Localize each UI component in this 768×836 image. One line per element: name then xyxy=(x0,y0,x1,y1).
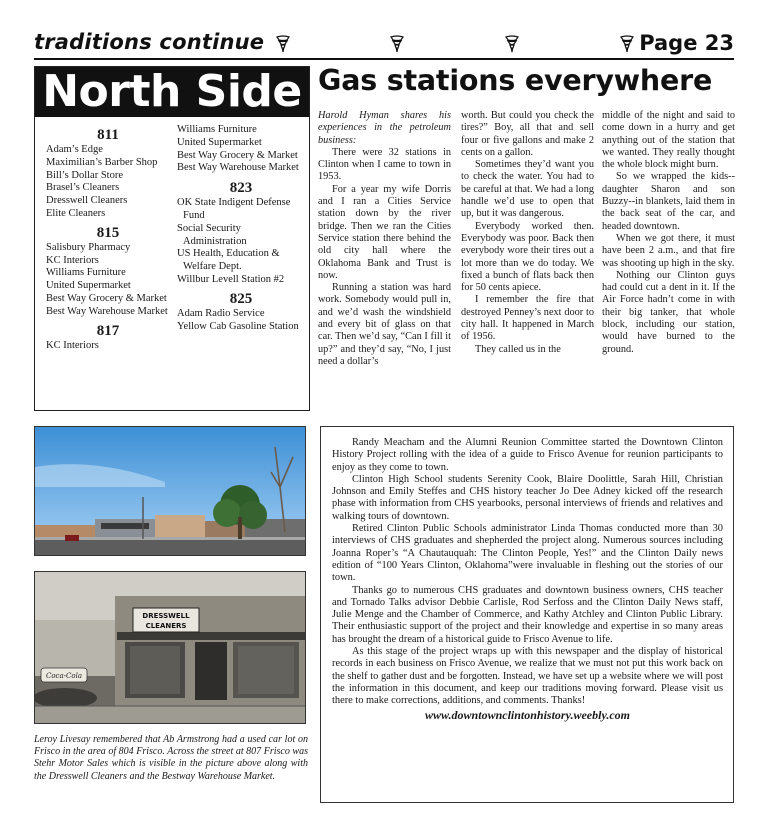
section-title: traditions continue xyxy=(34,30,265,54)
tornado-icon xyxy=(276,35,290,53)
article-paragraph: For a year my wife Dorris and I ran a Cities Service station down by the river bridge. Then we ran the Cities Service station there behind the old city hall where the Oklahoma Bank and Trust is now. xyxy=(318,183,451,281)
article-column-3 xyxy=(602,110,735,356)
ack-paragraph: Clinton High School students Serenity Cook, Blaire Doolittle, Sarah Hill, Christian Johnson and Emily Steffes and CHS history teacher Jo Dee Adney kicked off the research phase with information from CHS yearbooks, personal interviews of friends and relatives and walking tours of downtown. xyxy=(332,473,723,522)
article-paragraph: Running a station was hard work. Somebody would pull in, and we’d wash the windshield and every bit of glass on that car. Then we’d say, “Can I fill it up?” and they’d say, “No, I just need a dollar’s xyxy=(318,282,451,367)
storefront-sign-text: DRESSWELL xyxy=(142,612,190,620)
directory-left-column xyxy=(46,126,170,352)
article-paragraph: Nothing our Clinton guys had could cut a dent in it. If the Air Force hadn’t come in with their big tanker, that whole block, including our station, would have burned to the ground. xyxy=(602,269,735,355)
address-number: 817 xyxy=(96,322,120,339)
address-number: 825 xyxy=(229,290,253,307)
business-listing: Adam’s Edge xyxy=(46,144,103,155)
business-listing: KC Interiors xyxy=(46,339,99,351)
business-listing: Best Way Grocery & Market xyxy=(177,149,298,161)
vintage-storefront-photo xyxy=(34,571,306,724)
header-rule xyxy=(34,58,734,60)
ack-paragraph: Thanks go to numerous CHS graduates and downtown business owners, CHS teacher and Tornado Talks advisor Debbie Carlisle, Rod Serfoss and the Clinton Daily News staff, Julie Menge and the Chamber of Commerce, and Kathy Atchley and Clinton Public Library. Their enthusiastic support of the project and their knowledge and expertise in so many areas has brought the dream of a historical guide to Frisco Avenue to life. xyxy=(332,584,723,645)
street-photo xyxy=(34,426,306,556)
business-listing: Salisbury Pharmacy xyxy=(46,241,131,253)
acknowledgments-box xyxy=(320,426,734,803)
business-listing: US Health, Education & Welfare Dept. xyxy=(177,248,280,273)
article-paragraph: So we wrapped the kids--daughter Sharon and son Buzzy--in blankets, laid them in the back seat of the car, and headed downtown. xyxy=(602,171,735,232)
website-link[interactable]: www.downtownclintonhistory.weebly.com xyxy=(424,707,631,722)
address-number: 823 xyxy=(229,180,253,197)
article-paragraph: Sometimes they’d want you to check the water. You had to be careful at that. We had a long handle we’d use to open that up, but it was dangerous. xyxy=(461,159,594,220)
business-listing: KC Interiors xyxy=(46,254,99,266)
storefront-sign-text: CLEANERS xyxy=(145,622,187,630)
business-listing: Brasel’s Cleaners xyxy=(46,182,120,194)
business-listing: Adam Radio Service xyxy=(177,307,265,319)
article-paragraph: There were 32 stations in Clinton when I came to town in 1953. xyxy=(318,146,451,183)
business-listing: Dresswell Cleaners xyxy=(46,195,128,207)
article-column-1 xyxy=(318,110,451,368)
article-paragraph: I remember the fire that destroyed Penney’s next door to city hall. It happened in March of 1956. xyxy=(461,294,594,343)
ack-paragraph: Randy Meacham and the Alumni Reunion Committee started the Downtown Clinton History Project rolling with the idea of a guide to Frisco Avenue for reunion participants to enjoy as they come to town. xyxy=(332,437,723,473)
article-intro: Harold Hyman shares his experiences in the petroleum business: xyxy=(318,110,451,146)
article-paragraph: Everybody worked then. Everybody was poor. Back then everybody wore their tires out a lot more than we do today. We fixed a bunch of flats back then for 50 cents apiece. xyxy=(461,220,594,294)
article-paragraph: When we got there, it must have been 2 a.m., and that fire was shooting up high in the sky. xyxy=(602,232,735,269)
business-listing: Maximilian’s Barber Shop xyxy=(46,156,158,168)
article-paragraph: worth. But could you check the tires?” Boy, all that and sell four or five gallons and make 2 cents on a gallon. xyxy=(461,110,594,158)
ack-paragraph: As this stage of the project wraps up with this newspaper and the display of historical records in each business on Frisco Avenue, we realize that we must not put this work back on the shelf to gather dust and be forgotten. Instead, we have set up a website where we will post the information in this document, and keep our traditions moving forward. Please visit us there to make corrections, additions, and comments. Thanks! xyxy=(332,646,723,707)
page-number: Page 23 xyxy=(639,31,734,55)
tornado-icon xyxy=(505,35,519,53)
business-listing: Bill’s Dollar Store xyxy=(46,169,123,181)
north-side-banner: North Side xyxy=(35,67,309,117)
business-listing: OK State Indigent Defense Fund xyxy=(177,197,291,221)
address-number: 811 xyxy=(97,127,119,143)
business-listing: United Supermarket xyxy=(177,136,262,148)
business-listing: Williams Furniture xyxy=(46,267,126,279)
business-listing: Yellow Cab Gasoline Station xyxy=(177,320,299,332)
business-listing: Best Way Warehouse Market xyxy=(177,162,299,174)
ack-paragraph: Retired Clinton Public Schools administrator Linda Thomas conducted more than 30 interviews of CHS graduates and shepherded the project along. Numerous sources including Joanna Roper’s “A Chautauquah: The Clinton People, Yes!” and the Clinton Daily news edition of “100 Years Clinton, Oklahoma”were invaluable in fleshing out the stories of our town. xyxy=(332,523,723,584)
directory-right-column xyxy=(177,124,305,333)
article-paragraph: They called us in the xyxy=(475,343,561,355)
business-listing: Social Security Administration xyxy=(177,222,247,247)
business-listing: United Supermarket xyxy=(46,280,131,292)
tornado-icon xyxy=(390,35,404,53)
article-column-2 xyxy=(461,110,594,356)
article-paragraph: middle of the night and said to come down in a hurry and get anything out of the station that we wanted. They really thought the whole block might burn. xyxy=(602,110,735,171)
business-listing: Best Way Warehouse Market xyxy=(46,305,168,317)
tornado-icon xyxy=(620,35,634,53)
article-headline: Gas stations everywhere xyxy=(318,64,713,97)
business-listing: Willbur Levell Station #2 xyxy=(177,273,285,285)
coca-cola-sign-text: Coca-Cola xyxy=(45,672,83,680)
business-listing: Williams Furniture xyxy=(177,124,257,135)
business-listing: Best Way Grocery & Market xyxy=(46,292,167,304)
business-listing: Elite Cleaners xyxy=(46,207,106,219)
address-number: 815 xyxy=(96,224,120,241)
photo-caption: Leroy Livesay remembered that Ab Armstrong had a used car lot on Frisco in the area of 804 Frisco. Across the street at 807 Frisco was Stehr Motor Sales which is visible in the picture above along with the Dresswell Cleaners and the Bestway Warehouse Market. xyxy=(34,734,308,782)
